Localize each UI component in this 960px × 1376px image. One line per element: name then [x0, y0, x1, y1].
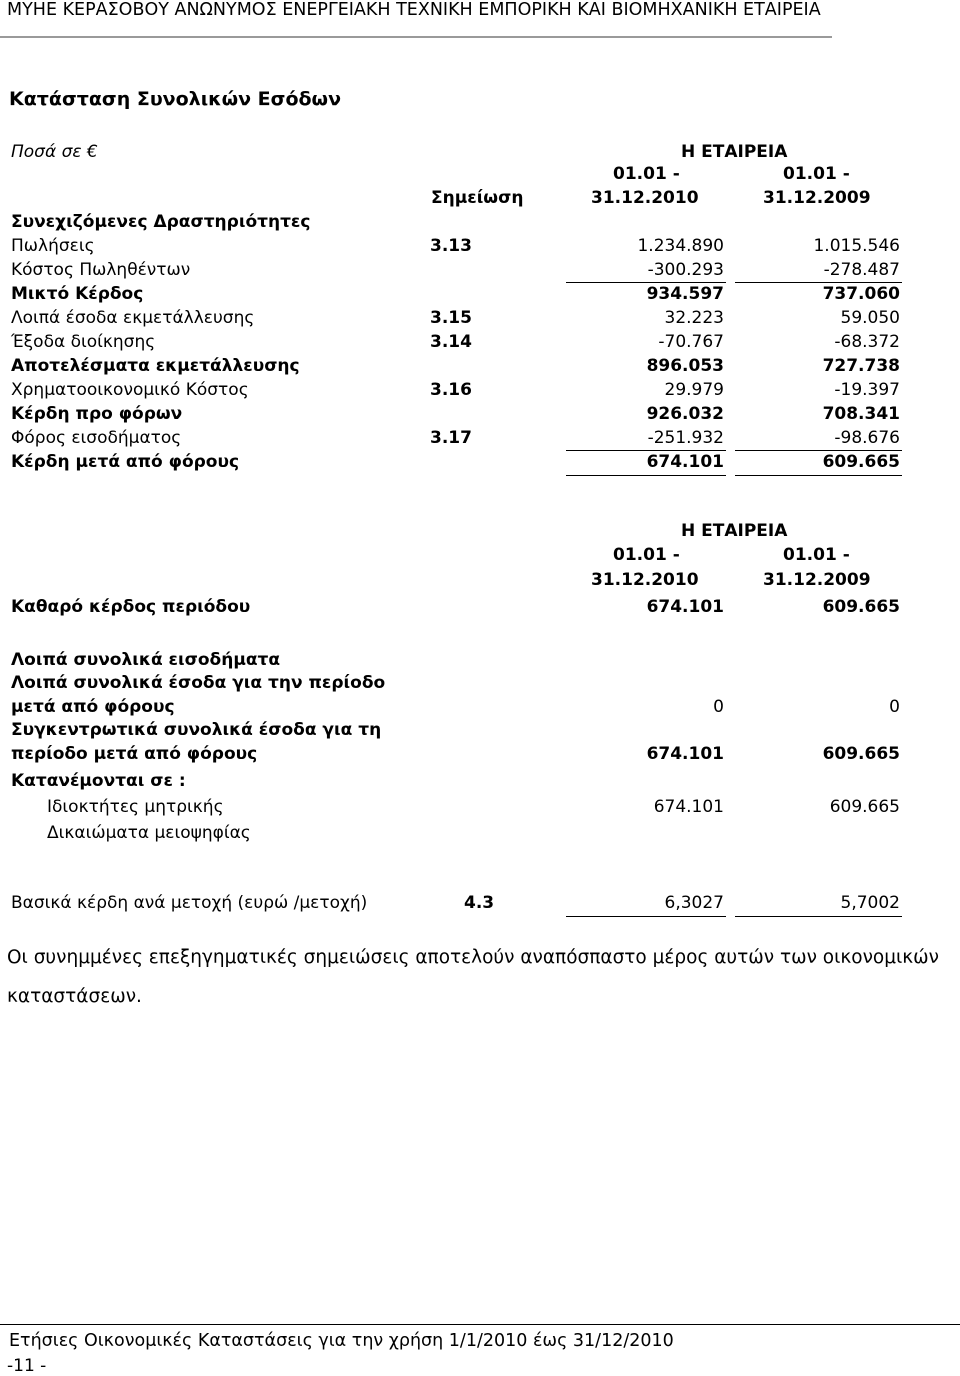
total-label-line1: Συγκεντρωτικά συνολικά έσοδα για τη [11, 720, 382, 740]
row-label: Φόρος εισοδήματος [11, 428, 182, 448]
row-label: Πωλήσεις [11, 236, 95, 256]
row-value-2009: 727.738 [822, 356, 900, 376]
row-value-2010: 674.101 [646, 597, 724, 617]
row-label: Κέρδη μετά από φόρους [11, 452, 240, 472]
row-value-2010: 6,3027 [664, 893, 724, 913]
row-value-2009: -68.372 [834, 332, 900, 352]
row-value-2010: 896.053 [646, 356, 724, 376]
row-label: Έξοδα διοίκησης [11, 332, 156, 352]
period-2010-start: 01.01 - [613, 164, 680, 184]
table-row [0, 380, 960, 404]
subtotal-line-2010 [566, 282, 726, 283]
double-line-2009 [735, 475, 902, 476]
period-2010-end-2: 31.12.2010 [591, 570, 699, 590]
row-value-2010: 1.234.890 [637, 236, 724, 256]
row-note: 3.13 [430, 236, 472, 256]
row-value-2009: -98.676 [834, 428, 900, 448]
period-2009-end: 31.12.2009 [763, 188, 871, 208]
table-row [0, 356, 960, 380]
row-value-2009: -19.397 [834, 380, 900, 400]
row-value-2009: 0 [889, 697, 900, 717]
footnote-line2: καταστάσεων. [7, 986, 142, 1007]
row-label: Χρηματοοικονομικό Κόστος [11, 380, 249, 400]
double-line-2010 [566, 475, 726, 476]
table-row [0, 260, 960, 284]
owners-row [0, 797, 960, 821]
table-row [0, 332, 960, 356]
row-label: περίοδο μετά από φόρους [11, 744, 258, 764]
eps-line-2010 [566, 916, 726, 917]
period-2009-start: 01.01 - [783, 164, 850, 184]
period-2009-end-2: 31.12.2009 [763, 570, 871, 590]
total-line-2010 [566, 450, 726, 451]
row-value-2010: 934.597 [646, 284, 724, 304]
row-value-2009: 609.665 [822, 597, 900, 617]
row-label: Κόστος Πωληθέντων [11, 260, 191, 280]
row-value-2010: 674.101 [653, 797, 724, 817]
row-value-2010: -300.293 [647, 260, 724, 280]
table-row [0, 404, 960, 428]
row-value-2010: 0 [713, 697, 724, 717]
footer-divider [0, 1324, 960, 1325]
entity-header-2: Η ΕΤΑΙΡΕΙΑ [681, 521, 788, 541]
eps-line-2009 [735, 916, 902, 917]
row-value-2009: 609.665 [822, 744, 900, 764]
footnote-line1: Οι συνημμένες επεξηγηματικές σημειώσεις αποτελούν αναπόσπαστο μέρος αυτών των οικονομικών [7, 947, 940, 968]
row-label: Αποτελέσματα εκμετάλλευσης [11, 356, 300, 376]
row-label: Μικτό Κέρδος [11, 284, 144, 304]
page-number: -11 - [7, 1356, 47, 1376]
currency-label: Ποσά σε € [11, 142, 98, 162]
company-header: ΜΥΗΕ ΚΕΡΑΣΟΒΟΥ ΑΝΩΝΥΜΟΣ ΕΝΕΡΓΕΙΑΚΗ ΤΕΧΝΙΚΗ ΕΜΠΟΡΙΚΗ ΚΑΙ ΒΙΟΜΗΧΑΝΙΚΗ ΕΤΑΙΡΕΙΑ [7, 0, 821, 20]
period-2010-end: 31.12.2010 [591, 188, 699, 208]
row-value-2009: 1.015.546 [813, 236, 900, 256]
period-2010-start-2: 01.01 - [613, 545, 680, 565]
row-note: 3.14 [430, 332, 472, 352]
row-value-2009: 708.341 [822, 404, 900, 424]
row-value-2009: 5,7002 [840, 893, 900, 913]
row-note: 3.17 [430, 428, 472, 448]
row-value-2009: 59.050 [840, 308, 900, 328]
row-label: Κέρδη προ φόρων [11, 404, 183, 424]
net-profit-row [0, 597, 960, 621]
page-title: Κατάσταση Συνολικών Εσόδων [9, 88, 342, 110]
row-value-2010: 29.979 [664, 380, 724, 400]
eps-row [0, 893, 960, 917]
row-label: Λοιπά έσοδα εκμετάλλευσης [11, 308, 255, 328]
table-row [0, 284, 960, 308]
row-label: μετά από φόρους [11, 697, 175, 717]
header-divider [0, 36, 832, 38]
allocated-title: Κατανέμονται σε : [11, 771, 186, 791]
note-header: Σημείωση [431, 188, 524, 208]
total-row [0, 744, 960, 768]
row-value-2009: 609.665 [822, 452, 900, 472]
table-row [0, 308, 960, 332]
table-row [0, 452, 960, 476]
row-label: Καθαρό κέρδος περιόδου [11, 597, 251, 617]
table-row [0, 236, 960, 260]
minority-label: Δικαιώματα μειοψηφίας [47, 823, 251, 843]
oci-label-line1: Λοιπά συνολικά έσοδα για την περίοδο [11, 673, 386, 693]
table-row [0, 428, 960, 452]
row-note: 3.15 [430, 308, 472, 328]
oci-title: Λοιπά συνολικά εισοδήματα [11, 650, 281, 670]
row-value-2010: 674.101 [646, 744, 724, 764]
row-value-2009: -278.487 [823, 260, 900, 280]
row-note: 4.3 [464, 893, 495, 913]
entity-header: Η ΕΤΑΙΡΕΙΑ [681, 142, 788, 162]
footer-text: Ετήσιες Οικονομικές Καταστάσεις για την χρήση 1/1/2010 έως 31/12/2010 [9, 1331, 674, 1351]
row-value-2010: 674.101 [646, 452, 724, 472]
total-line-2009 [735, 450, 902, 451]
section-title: Συνεχιζόμενες Δραστηριότητες [11, 212, 311, 232]
row-note: 3.16 [430, 380, 472, 400]
period-2009-start-2: 01.01 - [783, 545, 850, 565]
row-label: Βασικά κέρδη ανά μετοχή (ευρώ /μετοχή) [11, 893, 368, 913]
subtotal-line-2009 [735, 282, 902, 283]
row-value-2009: 609.665 [829, 797, 900, 817]
row-value-2010: 32.223 [664, 308, 724, 328]
row-value-2009: 737.060 [822, 284, 900, 304]
oci-row [0, 697, 960, 721]
row-value-2010: -251.932 [647, 428, 724, 448]
row-value-2010: 926.032 [646, 404, 724, 424]
row-label: Ιδιοκτήτες μητρικής [47, 797, 224, 817]
row-value-2010: -70.767 [658, 332, 724, 352]
